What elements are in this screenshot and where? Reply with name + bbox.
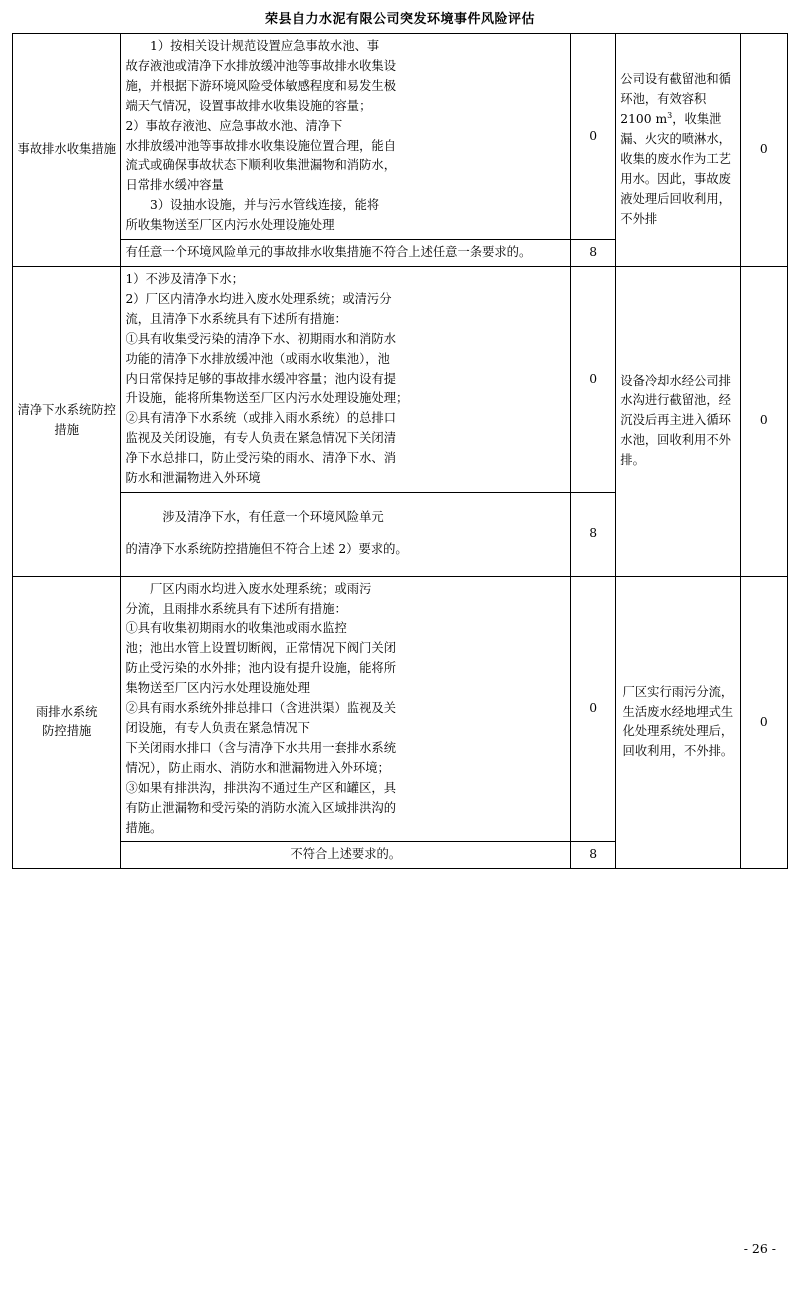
measure-name-cell: 雨排水系统 防控措施 (13, 576, 121, 869)
description-line: ①具有收集初期雨水的收集池或雨水监控 (125, 621, 347, 636)
sub-description-line-1: 涉及清净下水，有任意一个环境风险单元 (162, 510, 384, 525)
description-line: 厂区内雨水均进入废水处理系统；或雨污 (150, 581, 372, 596)
score-cell: 0 (571, 266, 616, 492)
description-line: ③如果有排洪沟，排洪沟不通过生产区和罐区，具 (125, 780, 396, 795)
description-line: 有防止泄漏物和受污染的消防水流入区域排洪沟的 (125, 800, 396, 815)
note-cell: 公司设有截留池和循环池，有效容积2100 $m^3$，收集泄漏、火灾的喷淋水，收集的废水作为工艺用水。因此，事故废液处理后回收利用，不外排 (616, 34, 740, 267)
description-line: 情况），防止雨水、消防水和泄漏物进入外环境； (125, 760, 390, 775)
description-line: 升设施，能将所集物送至厂区内污水处理设施处理； (125, 391, 409, 406)
description-line: ②具有雨水系统外排总排口（含进洪渠）监视及关 (125, 701, 396, 716)
description-line: 流式或确保事故状态下顺利收集泄漏物和消防水， (125, 158, 396, 173)
description-line: 防水和泄漏物进入外环境 (125, 471, 261, 486)
description-line: 3）设抽水设施，并与污水管线连接，能将 (150, 198, 380, 213)
description-line: 监视及关闭设施，有专人负责在紧急情况下关闭清 (125, 431, 396, 446)
sub-description-cell: 不符合上述要求的。 (121, 842, 571, 869)
measure-description-cell (121, 576, 571, 842)
description-line: ①具有收集受污染的清净下水、初期雨水和消防水 (125, 331, 396, 346)
total-score-cell: 0 (740, 266, 787, 576)
score-cell: 0 (571, 576, 616, 842)
description-line: 水排放缓冲池等事故排水收集设施位置合理，能自 (125, 138, 396, 153)
table-row (13, 576, 788, 842)
description-line: 施，并根据下游环境风险受体敏感程度和易发生极 (125, 78, 396, 93)
description-line: 端天气情况，设置事故排水收集设施的容量； (125, 98, 372, 113)
description-line: 故存液池或清净下水排放缓冲池等事故排水收集设 (125, 58, 396, 73)
table-row (13, 34, 788, 240)
measure-description-cell (121, 34, 571, 240)
description-line: 1）按相关设计规范设置应急事故水池、事 (150, 39, 380, 53)
description-line: 措施。 (125, 820, 163, 835)
description-line: 功能的清净下水排放缓冲池（或雨水收集池），池 (125, 351, 390, 366)
table-row (13, 266, 788, 492)
description-line: 池；池出水管上设置切断阀，正常情况下阀门关闭 (125, 641, 396, 656)
description-line: 日常排水缓冲容量 (125, 178, 224, 193)
description-line: ②具有清净下水系统（或排入雨水系统）的总排口 (125, 411, 396, 426)
description-line: 1）不涉及清净下水； (125, 271, 244, 286)
sub-score-cell: 8 (571, 240, 616, 267)
description-line: 2）事故存液池、应急事故水池、清净下 (125, 118, 343, 133)
description-line: 分流，且雨排水系统具有下述所有措施： (125, 601, 347, 616)
description-line: 内日常保持足够的事故排水缓冲容量；池内设有提 (125, 371, 396, 386)
note-cell: 设备冷却水经公司排水沟进行截留池，经沉没后再主进入循环水池，回收利用不外排。 (616, 266, 740, 576)
description-line: 所收集物送至厂区内污水处理设施处理 (125, 218, 335, 233)
sub-description-cell (121, 492, 571, 576)
description-line: 闭设施，有专人负责在紧急情况下 (125, 720, 310, 735)
sub-description-cell: 有任意一个环境风险单元的事故排水收集措施不符合上述任意一条要求的。 (121, 240, 571, 267)
description-line: 防止受污染的水外排；池内设有提升设施，能将所 (125, 661, 396, 676)
description-line: 集物送至厂区内污水处理设施处理 (125, 681, 310, 696)
description-line: 净下水总排口，防止受污染的雨水、清净下水、消 (125, 451, 396, 466)
measure-name-cell: 事故排水收集措施 (13, 34, 121, 267)
score-cell: 0 (571, 34, 616, 240)
description-line: 下关闭雨水排口（含与清净下水共用一套排水系统 (125, 740, 396, 755)
note-cell: 厂区实行雨污分流，生活废水经地埋式生化处理系统处理后，回收利用，不外排。 (616, 576, 740, 869)
sub-score-cell: 8 (571, 492, 616, 576)
description-line: 流，且清净下水系统具有下述所有措施： (125, 311, 347, 326)
description-line: 2）厂区内清净水均进入废水处理系统；或清污分 (125, 291, 392, 306)
risk-assessment-table (12, 33, 788, 869)
measure-description-cell (121, 266, 571, 492)
sub-description-line-2: 的清净下水系统防控措施但不符合上述 2）要求的。 (125, 542, 408, 557)
measure-name-cell: 清净下水系统防控措施 (13, 266, 121, 576)
total-score-cell: 0 (740, 34, 787, 267)
page-title: 荣县自力水泥有限公司突发环境事件风险评估 (264, 12, 535, 27)
sub-score-cell: 8 (571, 842, 616, 869)
total-score-cell: 0 (740, 576, 787, 869)
page-number: - 26 - (743, 1241, 776, 1256)
